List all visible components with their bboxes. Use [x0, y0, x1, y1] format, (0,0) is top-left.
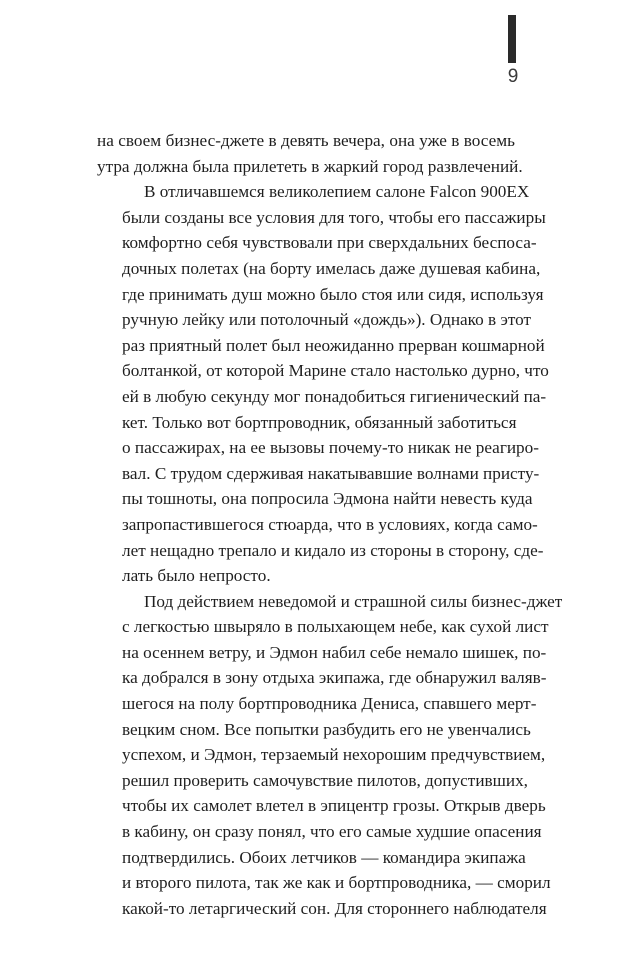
text-line: какой-то летаргический сон. Для стороннего наблюдателя: [122, 898, 547, 918]
text-line: Под действием неведомой и страшной силы бизнес-джет: [144, 591, 563, 611]
text-line: комфортно себя чувствовали при сверхдальних беспоса-: [122, 233, 537, 253]
page-number: 9: [507, 66, 519, 87]
text-line: где принимать душ можно было стоя или сидя, используя: [122, 284, 544, 304]
text-line: запропастившегося стюарда, что в условиях, когда само-: [122, 514, 538, 534]
text-line: на осеннем ветру, и Эдмон набил себе немало шишек, по-: [122, 642, 547, 662]
text-line: пы тошноты, она попросила Эдмона найти невесть куда: [122, 489, 533, 509]
text-line: на своем бизнес-джете в девять вечера, она уже в восемь: [97, 131, 515, 150]
text-line: были созданы все условия для того, чтобы его пассажиры: [122, 207, 546, 227]
text-line: кет. Только вот бортпроводник, обязанный заботиться: [122, 412, 517, 432]
text-line: в кабину, он сразу понял, что его самые худшие опасения: [122, 822, 542, 842]
paragraph: [97, 128, 523, 179]
text-line: утра должна была прилететь в жаркий город развлечений.: [97, 156, 523, 176]
text-line: чтобы их самолет влетел в эпицентр грозы. Открыв дверь: [122, 796, 546, 816]
text-line: успехом, и Эдмон, терзаемый нехорошим предчувствием,: [122, 745, 546, 765]
text-line: раз приятный полет был неожиданно прерван кошмарной: [122, 335, 545, 355]
text-line: ручную лейку или потолочный «дождь»). Однако в этот: [122, 310, 531, 330]
text-line: шегося на полу бортпроводника Дениса, спавшего мерт-: [122, 694, 537, 714]
paragraph: [97, 179, 549, 589]
text-line: с легкостью швыряло в полыхающем небе, как сухой лист: [122, 617, 549, 637]
text-line: вецким сном. Все попытки разбудить его не увенчались: [122, 719, 531, 739]
text-line: решил проверить самочувствие пилотов, допустивших,: [122, 770, 528, 790]
text-line: и второго пилота, так же как и бортпроводника, — сморил: [122, 873, 551, 893]
paragraph: [97, 589, 563, 922]
text-line: подтвердились. Обоих летчиков — командира экипажа: [122, 847, 526, 867]
text-line: ка добрался в зону отдыха экипажа, где обнаружил валяв-: [122, 668, 547, 688]
text-line: вал. С трудом сдерживая накатывавшие волнами присту-: [122, 463, 540, 483]
text-line: лать было непросто.: [122, 566, 271, 586]
text-line: о пассажирах, на ее вызовы почему-то никак не реагиро-: [122, 438, 539, 458]
text-line: болтанкой, от которой Марине стало настолько дурно, что: [122, 361, 549, 381]
text-line: В отличавшемся великолепием салоне Falcon 900EX: [144, 182, 530, 202]
page-number-rule: [508, 15, 516, 63]
text-line: ей в любую секунду мог понадобиться гигиенический па-: [122, 386, 547, 406]
body-text: [97, 128, 563, 921]
text-line: лет нещадно трепало и кидало из стороны в сторону, сде-: [122, 540, 544, 560]
text-line: дочных полетах (на борту имелась даже душевая кабина,: [122, 258, 541, 278]
